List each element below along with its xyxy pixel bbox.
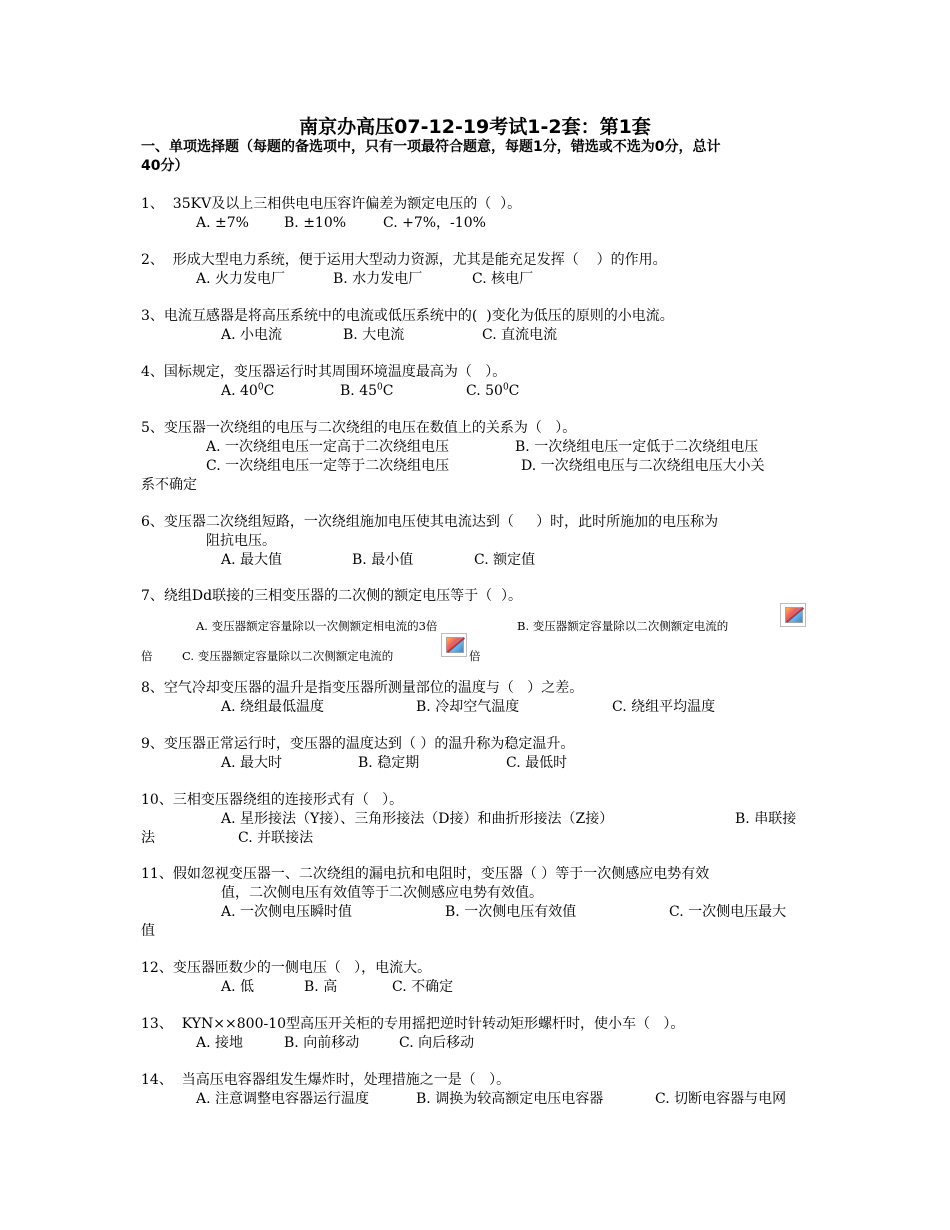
q9-option-c: C. 最低时 bbox=[506, 755, 568, 771]
q5-option-a: A. 一次绕组电压一定高于二次绕组电压 bbox=[206, 439, 450, 455]
q5-option-b: B. 一次绕组电压一定低于二次绕组电压 bbox=[515, 439, 759, 455]
q8-option-a: A. 绕组最低温度 bbox=[221, 699, 325, 715]
q8-option-c: C. 绕组平均温度 bbox=[612, 699, 716, 715]
q5-option-c: C. 一次绕组电压一定等于二次绕组电压 bbox=[206, 458, 450, 474]
q2-option-c: C. 核电厂 bbox=[472, 271, 534, 287]
q4-option-b: B. $45^0C$ bbox=[340, 382, 394, 399]
formula-image-placeholder-icon bbox=[780, 603, 806, 627]
question-13: 13、 KYN××800-10型高压开关柜的专用摇把逆时针转动矩形螺杆时，使小车（ ）。 bbox=[141, 1016, 685, 1032]
q10-option-b: B. 串联接 bbox=[735, 811, 797, 827]
q14-option-a: A. 注意调整电容器运行温度 bbox=[196, 1091, 370, 1107]
q14-option-b: B. 调换为较高额定电压电容器 bbox=[416, 1091, 604, 1107]
q6-option-b: B. 最小值 bbox=[352, 552, 414, 568]
q9-option-a: A. 最大时 bbox=[221, 755, 283, 771]
question-9: 9、变压器正常运行时，变压器的温度达到（ ）的温升称为稳定温升。 bbox=[141, 736, 575, 752]
question-14: 14、 当高压电容器组发生爆炸时，处理措施之一是（ ）。 bbox=[141, 1072, 511, 1088]
question-6-continued: 阻抗电压。 bbox=[206, 533, 276, 549]
q11-option-a: A. 一次侧电压瞬时值 bbox=[221, 904, 353, 920]
q7-option-c-suffix: 倍 bbox=[469, 649, 481, 663]
question-6: 6、变压器二次绕组短路，一次绕组施加电压使其电流达到（ ）时，此时所施加的电压称为 bbox=[141, 514, 719, 530]
section-heading-line-1: 一、单项选择题（每题的备选项中，只有一项最符合题意，每题1分，错选或不选为0分，总计 bbox=[141, 139, 721, 155]
q7-option-b: B. 变压器额定容量除以二次侧额定电流的 bbox=[517, 619, 729, 633]
q3-option-a: A. 小电流 bbox=[221, 327, 283, 343]
question-12: 12、变压器匝数少的一侧电压（ ），电流大。 bbox=[141, 960, 432, 976]
q12-option-a: A. 低 bbox=[221, 979, 255, 995]
formula-image-placeholder-icon bbox=[441, 633, 467, 657]
q7-option-c: C. 变压器额定容量除以二次侧额定电流的 bbox=[182, 649, 394, 663]
document-title: 南京办高压07-12-19考试1-2套：第1套 bbox=[299, 116, 651, 138]
q6-option-a: A. 最大值 bbox=[221, 552, 283, 568]
question-10: 10、三相变压器绕组的连接形式有（ ）。 bbox=[141, 792, 404, 808]
q10-option-a: A. 星形接法（Y接）、三角形接法（D接）和曲折形接法（Z接） bbox=[221, 811, 614, 827]
section-heading-line-2: 40分） bbox=[141, 158, 189, 174]
q13-option-c: C. 向后移动 bbox=[399, 1035, 475, 1051]
q7-option-b-continued: 倍 bbox=[141, 649, 153, 663]
section-heading bbox=[141, 138, 813, 176]
q1-option-b: B. ±10% bbox=[284, 215, 347, 231]
question-3: 3、电流互感器是将高压系统中的电流或低压系统中的( )变化为低压的原则的小电流。 bbox=[141, 308, 674, 324]
q4-option-a: A. $40^0C$ bbox=[221, 382, 275, 399]
question-1: 1、 35KV及以上三相供电电压容许偏差为额定电压的（ ）。 bbox=[141, 196, 522, 212]
question-11-continued: 值，二次侧电压有效值等于二次侧感应电势有效值。 bbox=[221, 885, 543, 901]
q6-option-c: C. 额定值 bbox=[474, 552, 536, 568]
q7-option-a: A. 变压器额定容量除以一次侧额定相电流的3倍 bbox=[196, 619, 438, 633]
q3-option-b: B. 大电流 bbox=[343, 327, 405, 343]
q12-option-c: C. 不确定 bbox=[392, 979, 454, 995]
q14-option-c: C. 切断电容器与电网 bbox=[655, 1091, 787, 1107]
q3-option-c: C. 直流电流 bbox=[482, 327, 558, 343]
q11-option-c-continued: 值 bbox=[141, 923, 155, 939]
question-4: 4、国标规定，变压器运行时其周围环境温度最高为（ ）。 bbox=[141, 364, 507, 380]
q1-option-a: A. ±7% bbox=[196, 215, 249, 231]
q12-option-b: B. 高 bbox=[304, 979, 338, 995]
q10-option-c: C. 并联接法 bbox=[238, 830, 314, 846]
q11-option-c: C. 一次侧电压最大 bbox=[669, 904, 787, 920]
q11-option-b: B. 一次侧电压有效值 bbox=[445, 904, 577, 920]
q4-option-c: C. $50^0C$ bbox=[466, 382, 520, 399]
question-5: 5、变压器一次绕组的电压与二次绕组的电压在数值上的关系为（ ）。 bbox=[141, 420, 577, 436]
q10-option-b-continued: 法 bbox=[141, 830, 155, 846]
q2-option-a: A. 火力发电厂 bbox=[196, 271, 286, 287]
q2-option-b: B. 水力发电厂 bbox=[333, 271, 423, 287]
question-2: 2、 形成大型电力系统，便于运用大型动力资源，尤其是能充足发挥（ ）的作用。 bbox=[141, 252, 667, 268]
q1-option-c: C. +7%，-10% bbox=[383, 215, 486, 231]
question-11: 11、假如忽视变压器一、二次绕组的漏电抗和电阻时，变压器（ ）等于一次侧感应电势有效 bbox=[141, 866, 710, 882]
q13-option-a: A. 接地 bbox=[196, 1035, 244, 1051]
question-7: 7、绕组Dd联接的三相变压器的二次侧的额定电压等于（ ）。 bbox=[141, 588, 522, 604]
q8-option-b: B. 冷却空气温度 bbox=[416, 699, 520, 715]
question-8: 8、空气冷却变压器的温升是指变压器所测量部位的温度与（ ）之差。 bbox=[141, 680, 584, 696]
q5-option-d: D. 一次绕组电压与二次绕组电压大小关 bbox=[521, 458, 765, 474]
q13-option-b: B. 向前移动 bbox=[284, 1035, 360, 1051]
q5-option-d-continued: 系不确定 bbox=[141, 477, 197, 493]
q9-option-b: B. 稳定期 bbox=[358, 755, 420, 771]
